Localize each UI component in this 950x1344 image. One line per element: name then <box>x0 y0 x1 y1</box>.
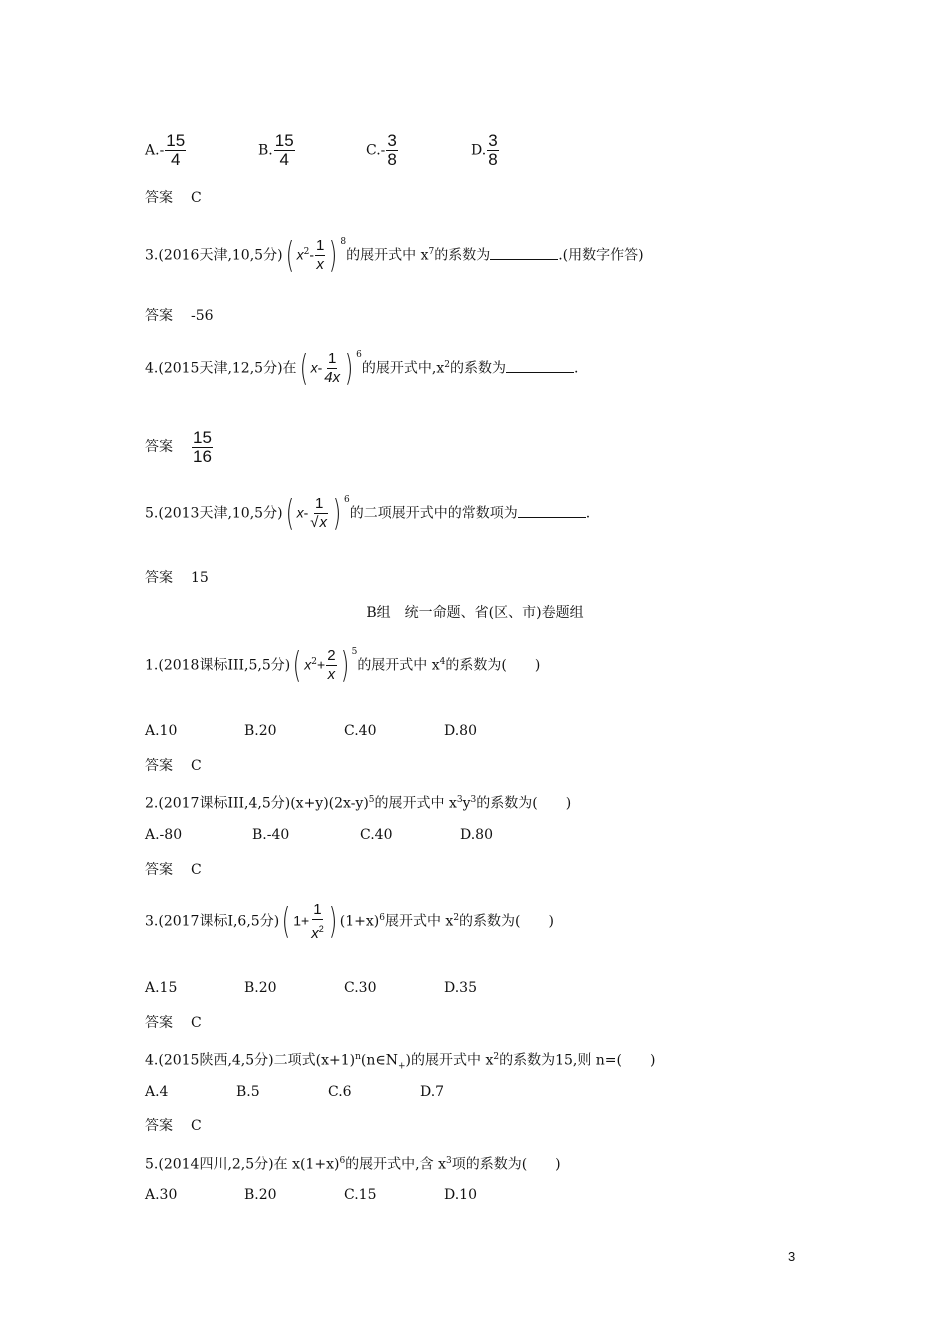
b5-option-a: A.30 <box>145 1187 178 1203</box>
answer-b3: 答案 C <box>145 1015 202 1031</box>
question-5: 5.(2013天津,10,5分)( x- $\frac{1}{√x}$ ) $^6$的二项展开式中的常数项为 . <box>145 492 591 534</box>
answer-b1: 答案 C <box>145 758 202 774</box>
question-b1: 1.(2018课标III,5,5分)( $x^2+$ $\frac{2}{x}$ ) $^5$的展开式中 $x^4$的系数为( ) <box>145 644 541 686</box>
b1-option-b: B.20 <box>244 723 277 739</box>
question-b2: 2.(2017课标III,4,5分)$(x+y)(2x-y)^5$的展开式中 $x^3y^3$的系数为( ) <box>145 795 572 812</box>
b5-option-b: B.20 <box>244 1187 277 1203</box>
answer-b2: 答案 C <box>145 862 202 878</box>
page-number: 3 <box>788 1249 796 1264</box>
answer-3: 答案 -56 <box>145 308 214 324</box>
question-3: 3.(2016天津,10,5分)( $x^2-$ $\frac{1}{x}$ ) $^8$的展开式中 $x^7$的系数为 .(用数字作答) <box>145 234 644 276</box>
option-a: A.- $\frac{15}{4}$ <box>145 131 186 169</box>
b4-option-b: B.5 <box>236 1084 260 1100</box>
b3-option-b: B.20 <box>244 980 277 996</box>
b5-option-c: C.15 <box>344 1187 377 1203</box>
b4-option-c: C.6 <box>328 1084 352 1100</box>
b2-option-b: B.-40 <box>252 827 290 843</box>
b3-option-a: A.15 <box>145 980 178 996</box>
option-d: D. $\frac{3}{8}$ <box>471 131 498 169</box>
b4-option-a: A.4 <box>145 1084 169 1100</box>
question-b5: 5.(2014四川,2,5分)在 $x(1+x)^6$的展开式中,含 $x^3$项的系数为( ) <box>145 1156 561 1173</box>
b1-option-d: D.80 <box>444 723 477 739</box>
answer-blank <box>506 358 574 373</box>
b1-option-a: A.10 <box>145 723 178 739</box>
answer-b4: 答案 C <box>145 1118 202 1134</box>
answer-4: 答案 $\frac{15}{16}$ <box>145 427 212 466</box>
answer-blank <box>518 503 586 518</box>
answer-blank <box>490 245 558 260</box>
b5-option-d: D.10 <box>444 1187 477 1203</box>
question-b3: 3.(2017课标Ⅰ,6,5分)( 1+ $\frac{1}{x^2}$ ) $(1+x)^6$展开式中 $x^2$的系数为( ) <box>145 900 554 942</box>
b3-option-c: C.30 <box>344 980 377 996</box>
b1-option-c: C.40 <box>344 723 377 739</box>
b3-option-d: D.35 <box>444 980 477 996</box>
option-b: B. $\frac{15}{4}$ <box>258 131 294 169</box>
question-b4: 4.(2015陕西,4,5分)二项式$(x+1)^n(n\in N_+)$的展开式中 $x^2$的系数为15,则 n=( ) <box>145 1052 656 1072</box>
b2-option-d: D.80 <box>460 827 493 843</box>
b2-option-c: C.40 <box>360 827 393 843</box>
option-c: C.- $\frac{3}{8}$ <box>366 131 397 169</box>
b4-option-d: D.7 <box>420 1084 445 1100</box>
b2-option-a: A.-80 <box>145 827 183 843</box>
question-4: 4.(2015天津,12,5分)在( x- $\frac{1}{4x}$ ) $^6$的展开式中$,x^2$的系数为 . <box>145 347 579 389</box>
answer-1: 答案 C <box>145 190 202 206</box>
section-title: B组 统一命题、省(区、市)卷题组 <box>366 605 584 621</box>
answer-5: 答案 15 <box>145 570 209 586</box>
